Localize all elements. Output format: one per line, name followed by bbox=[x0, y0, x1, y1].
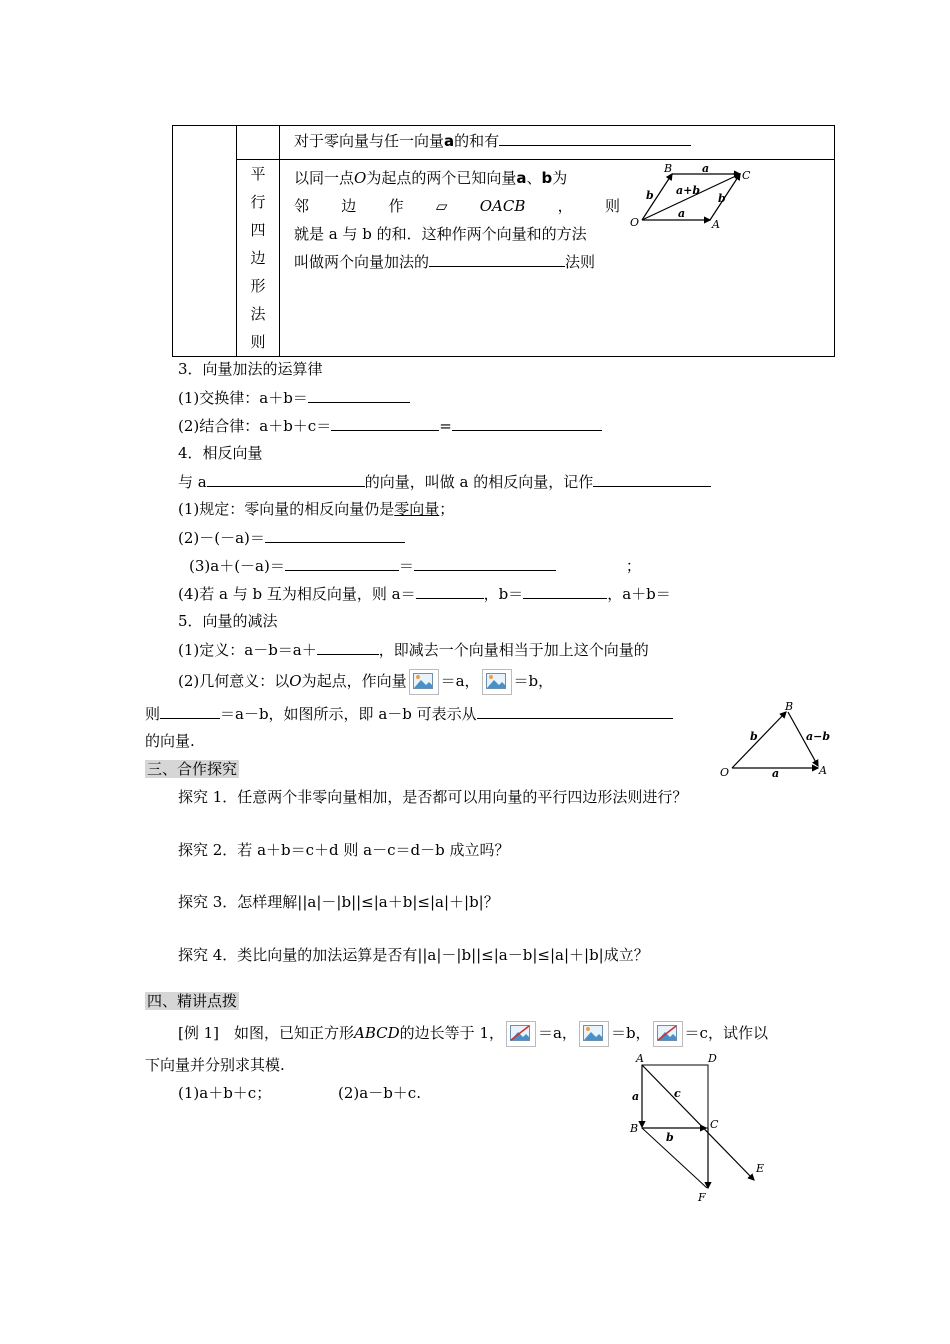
subtraction-result: 则 ＝a－b，如图所示，即 a－b 可表示从 bbox=[145, 703, 673, 724]
subtraction-definition: (1)定义：a－b＝a＋ ，即减去一个向量相当于加上这个向量的 bbox=[178, 641, 649, 659]
answer-blank[interactable] bbox=[593, 471, 711, 487]
parallelogram-rule-label: 平 行 四 边 形 法 则 bbox=[237, 160, 280, 357]
answer-blank[interactable] bbox=[265, 527, 405, 543]
parallelogram-figure bbox=[628, 162, 758, 232]
square-figure bbox=[622, 1050, 772, 1208]
lecture-section-title: 四、精讲点拨 bbox=[147, 992, 238, 1010]
svg-text:c: c bbox=[674, 1087, 681, 1100]
svg-text:a: a bbox=[632, 1090, 640, 1103]
svg-text:B: B bbox=[785, 700, 794, 713]
example-1-q1: (1)a＋b＋c； bbox=[178, 1084, 272, 1102]
svg-text:a: a bbox=[772, 767, 780, 780]
label-C: C bbox=[742, 169, 751, 182]
section-4-title: 4．相反向量 bbox=[178, 444, 263, 462]
vector-addition-table bbox=[172, 125, 835, 357]
label-B: B bbox=[664, 162, 673, 175]
answer-blank[interactable] bbox=[416, 583, 484, 599]
table-label-cell-empty bbox=[237, 126, 280, 160]
answer-blank[interactable] bbox=[285, 555, 399, 571]
broken-image-icon bbox=[409, 669, 439, 695]
answer-blank[interactable] bbox=[160, 703, 220, 719]
associative-law: (2)结合律：a＋b＋c＝ = bbox=[178, 415, 602, 436]
label-O: O bbox=[630, 216, 640, 229]
svg-text:b: b bbox=[666, 1131, 674, 1144]
svg-text:a−b: a−b bbox=[806, 730, 831, 743]
section-5-title: 5．向量的减法 bbox=[178, 612, 278, 630]
answer-blank[interactable] bbox=[523, 583, 607, 599]
answer-blank[interactable] bbox=[429, 251, 565, 267]
subtraction-triangle-figure bbox=[716, 698, 842, 782]
zero-vector-row: 对于零向量与任一向量a的和有 bbox=[280, 126, 835, 160]
parallelogram-rule-content: 以同一点O为起点的两个已知向量a、b为 邻 边 作 ▱ OACB ， 则 就是 a 与 b 的和．这种作两个向量和的方法 叫做两个向量加法的 法则 B C O A a a b b a+b bbox=[280, 160, 835, 357]
rule-1: (1)规定：零向量的相反向量仍是零向量； bbox=[178, 500, 455, 518]
svg-text:A: A bbox=[636, 1052, 644, 1065]
svg-text:b: b bbox=[718, 192, 726, 205]
svg-text:b: b bbox=[646, 189, 654, 202]
svg-text:a: a bbox=[702, 162, 710, 175]
example-1: [例 1] 如图，已知正方形ABCD的边长等于 1， ＝a， ＝b， ＝c，试作以 bbox=[178, 1020, 768, 1047]
rule-3: (3)a＋(－a)＝ ＝ ； bbox=[189, 557, 641, 575]
table-left-cell bbox=[173, 126, 237, 357]
svg-text:E: E bbox=[756, 1162, 765, 1175]
svg-text:A: A bbox=[819, 764, 827, 777]
section-3-title: 3．向量加法的运算律 bbox=[178, 360, 323, 378]
label-A: A bbox=[712, 218, 720, 231]
exploration-4: 探究 4．类比向量的加法运算是否有||a|－|b||≤|a－b|≤|a|＋|b|成立？ bbox=[178, 946, 649, 964]
broken-image-icon bbox=[653, 1021, 683, 1047]
answer-blank[interactable] bbox=[477, 703, 673, 719]
answer-blank[interactable] bbox=[207, 471, 365, 487]
svg-text:a+b: a+b bbox=[676, 184, 701, 197]
rule-4: (4)若 a 与 b 互为相反向量，则 a＝ ，b＝ ，a＋b＝ bbox=[178, 585, 671, 603]
svg-text:D: D bbox=[708, 1052, 717, 1065]
example-1-line2: 下向量并分别求其模. bbox=[145, 1056, 285, 1074]
broken-image-icon bbox=[579, 1021, 609, 1047]
svg-text:O: O bbox=[720, 766, 730, 779]
commutative-law: (1)交换律：a＋b＝ bbox=[178, 387, 410, 408]
exploration-2: 探究 2．若 a＋b＝c＋d 则 a－c＝d－b 成立吗？ bbox=[178, 841, 510, 859]
svg-text:a: a bbox=[678, 207, 686, 220]
exploration-1: 探究 1．任意两个非零向量相加，是否都可以用向量的平行四边形法则进行？ bbox=[178, 788, 688, 806]
exploration-3: 探究 3．怎样理解||a|－|b||≤|a＋b|≤|a|＋|b|？ bbox=[178, 893, 499, 911]
subtraction-result-end: 的向量. bbox=[145, 732, 195, 750]
answer-blank[interactable] bbox=[331, 415, 439, 431]
opposite-vector-definition: 与 a 的向量，叫做 a 的相反向量，记作 bbox=[178, 471, 711, 492]
svg-text:b: b bbox=[750, 730, 758, 743]
rule-2: (2)－(－a)＝ bbox=[178, 527, 405, 548]
answer-blank[interactable] bbox=[414, 555, 556, 571]
broken-image-icon bbox=[506, 1021, 536, 1047]
answer-blank[interactable] bbox=[452, 415, 602, 431]
svg-text:F: F bbox=[698, 1191, 706, 1204]
broken-image-icon bbox=[482, 669, 512, 695]
svg-text:C: C bbox=[710, 1118, 719, 1131]
answer-blank[interactable] bbox=[499, 130, 691, 146]
answer-blank[interactable] bbox=[308, 387, 410, 403]
geometric-meaning: (2)几何意义：以O为起点，作向量 ＝a， ＝b， bbox=[178, 668, 553, 695]
example-1-q2: (2)a－b＋c. bbox=[338, 1084, 421, 1102]
cooperation-section-title: 三、合作探究 bbox=[147, 760, 238, 778]
svg-text:B: B bbox=[630, 1122, 639, 1135]
answer-blank[interactable] bbox=[317, 639, 379, 655]
